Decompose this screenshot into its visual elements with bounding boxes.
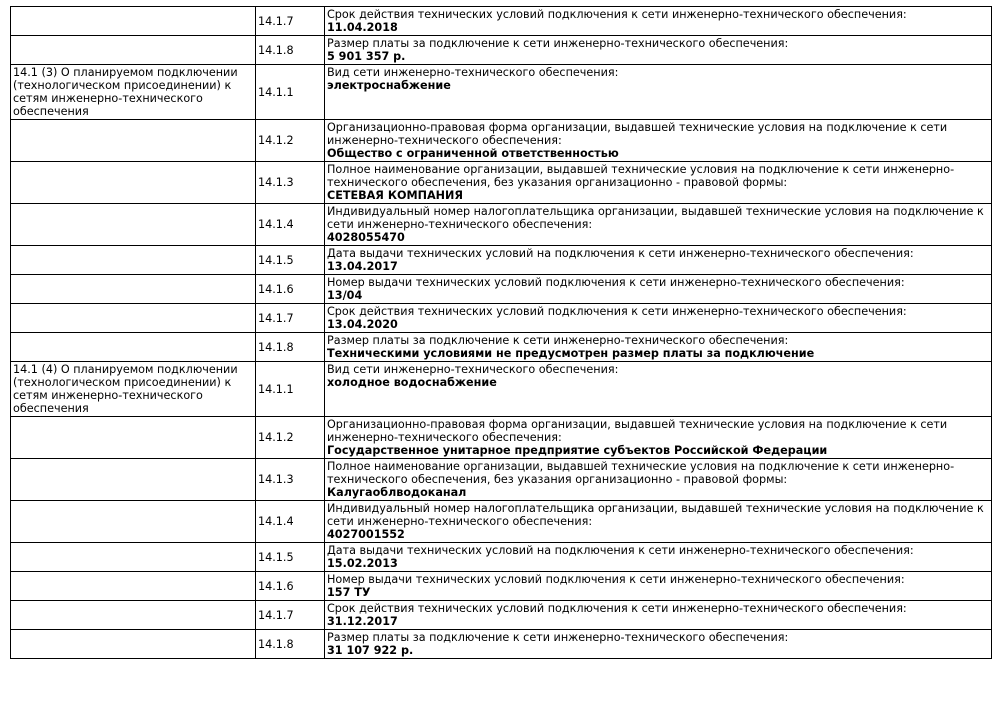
section-cell: [11, 120, 256, 162]
table-row: [11, 275, 992, 304]
table-row: [11, 543, 992, 572]
item-cell: [325, 459, 992, 501]
item-label: Дата выдачи технических условий на подключения к сети инженерно-технического обеспечения:: [327, 544, 914, 557]
item-cell: [325, 417, 992, 459]
item-value: Государственное унитарное предприятие субъектов Российской Федерации: [327, 444, 828, 457]
item-label: Полное наименование организации, выдавшей технические условия на подключение к сети инженерно-технического обеспечения, без указания организационно - правовой формы:: [327, 460, 955, 486]
item-value: 5 901 357 р.: [327, 50, 406, 63]
table-row: [11, 630, 992, 659]
item-label: Индивидуальный номер налогоплательщика организации, выдавшей технические условия на подключение к сети инженерно-технического обеспечения:: [327, 502, 984, 528]
section-cell: [11, 162, 256, 204]
item-label: Размер платы за подключение к сети инженерно-технического обеспечения:: [327, 37, 789, 50]
item-number: 14.1.3: [256, 162, 325, 204]
item-number: 14.1.8: [256, 333, 325, 362]
item-label: Размер платы за подключение к сети инженерно-технического обеспечения:: [327, 631, 789, 644]
section-cell: [11, 362, 256, 417]
item-number: 14.1.1: [256, 362, 325, 417]
section-cell: [11, 204, 256, 246]
item-number: 14.1.4: [256, 204, 325, 246]
item-value: 13.04.2017: [327, 260, 398, 273]
item-number: 14.1.8: [256, 36, 325, 65]
table-row: [11, 246, 992, 275]
item-cell: [325, 543, 992, 572]
item-cell: [325, 572, 992, 601]
table-row: [11, 120, 992, 162]
item-number: 14.1.4: [256, 501, 325, 543]
item-cell: [325, 204, 992, 246]
section-cell: [11, 275, 256, 304]
section-title: 14.1 (4) О планируемом подключении (технологическом присоединении) к сетям инженерно-технического обеспечения: [13, 363, 238, 415]
item-cell: [325, 501, 992, 543]
table-row: [11, 601, 992, 630]
item-label: Размер платы за подключение к сети инженерно-технического обеспечения:: [327, 334, 789, 347]
item-value: Техническими условиями не предусмотрен размер платы за подключение: [327, 347, 815, 360]
table-row: [11, 36, 992, 65]
item-number: 14.1.7: [256, 304, 325, 333]
section-cell: [11, 417, 256, 459]
item-value: 4027001552: [327, 528, 405, 541]
table-row: [11, 362, 992, 417]
item-cell: [325, 304, 992, 333]
item-number: 14.1.7: [256, 601, 325, 630]
item-value: Общество с ограниченной ответственностью: [327, 147, 619, 160]
table-row: [11, 572, 992, 601]
item-cell: [325, 601, 992, 630]
item-value: 31.12.2017: [327, 615, 398, 628]
item-cell: [325, 333, 992, 362]
table-row: [11, 65, 992, 120]
document-table-body: [11, 7, 992, 659]
item-value: электроснабжение: [327, 79, 451, 92]
table-row: [11, 204, 992, 246]
item-value: 4028055470: [327, 231, 405, 244]
section-cell: [11, 630, 256, 659]
item-cell: [325, 7, 992, 36]
item-cell: [325, 362, 992, 417]
section-cell: [11, 501, 256, 543]
item-number: 14.1.2: [256, 417, 325, 459]
item-label: Организационно-правовая форма организации, выдавшей технические условия на подключение к сети инженерно-технического обеспечения:: [327, 418, 948, 444]
section-cell: [11, 459, 256, 501]
item-label: Вид сети инженерно-технического обеспечения:: [327, 363, 619, 376]
section-cell: [11, 36, 256, 65]
item-value: 13.04.2020: [327, 318, 398, 331]
item-value: 11.04.2018: [327, 21, 398, 34]
item-label: Индивидуальный номер налогоплательщика организации, выдавшей технические условия на подключение к сети инженерно-технического обеспечения:: [327, 205, 984, 231]
section-cell: [11, 304, 256, 333]
item-number: 14.1.5: [256, 543, 325, 572]
item-number: 14.1.6: [256, 572, 325, 601]
item-label: Срок действия технических условий подключения к сети инженерно-технического обеспечения:: [327, 305, 907, 318]
section-title: 14.1 (3) О планируемом подключении (технологическом присоединении) к сетям инженерно-технического обеспечения: [13, 66, 238, 118]
section-cell: [11, 7, 256, 36]
document-table: [10, 6, 992, 659]
section-cell: [11, 601, 256, 630]
item-value: Калугаоблводоканал: [327, 486, 467, 499]
item-cell: [325, 630, 992, 659]
section-cell: [11, 543, 256, 572]
item-number: 14.1.6: [256, 275, 325, 304]
item-label: Организационно-правовая форма организации, выдавшей технические условия на подключение к сети инженерно-технического обеспечения:: [327, 121, 948, 147]
item-number: 14.1.1: [256, 65, 325, 120]
item-value: холодное водоснабжение: [327, 376, 497, 389]
item-value: СЕТЕВАЯ КОМПАНИЯ: [327, 189, 463, 202]
item-cell: [325, 65, 992, 120]
item-cell: [325, 162, 992, 204]
item-cell: [325, 275, 992, 304]
item-value: 31 107 922 р.: [327, 644, 414, 657]
section-cell: [11, 246, 256, 275]
item-label: Полное наименование организации, выдавшей технические условия на подключение к сети инженерно-технического обеспечения, без указания организационно - правовой формы:: [327, 163, 955, 189]
table-row: [11, 7, 992, 36]
item-label: Срок действия технических условий подключения к сети инженерно-технического обеспечения:: [327, 602, 907, 615]
section-cell: [11, 572, 256, 601]
item-cell: [325, 36, 992, 65]
section-cell: [11, 65, 256, 120]
table-row: [11, 304, 992, 333]
item-cell: [325, 246, 992, 275]
item-number: 14.1.2: [256, 120, 325, 162]
item-label: Дата выдачи технических условий на подключения к сети инженерно-технического обеспечения:: [327, 247, 914, 260]
item-value: 13/04: [327, 289, 363, 302]
item-number: 14.1.5: [256, 246, 325, 275]
table-row: [11, 459, 992, 501]
item-label: Номер выдачи технических условий подключения к сети инженерно-технического обеспечения:: [327, 276, 905, 289]
item-cell: [325, 120, 992, 162]
item-value: 157 ТУ: [327, 586, 371, 599]
table-row: [11, 417, 992, 459]
item-label: Вид сети инженерно-технического обеспечения:: [327, 66, 619, 79]
item-label: Номер выдачи технических условий подключения к сети инженерно-технического обеспечения:: [327, 573, 905, 586]
table-row: [11, 162, 992, 204]
item-number: 14.1.8: [256, 630, 325, 659]
item-value: 15.02.2013: [327, 557, 398, 570]
item-number: 14.1.7: [256, 7, 325, 36]
table-row: [11, 333, 992, 362]
table-row: [11, 501, 992, 543]
item-number: 14.1.3: [256, 459, 325, 501]
item-label: Срок действия технических условий подключения к сети инженерно-технического обеспечения:: [327, 8, 907, 21]
section-cell: [11, 333, 256, 362]
